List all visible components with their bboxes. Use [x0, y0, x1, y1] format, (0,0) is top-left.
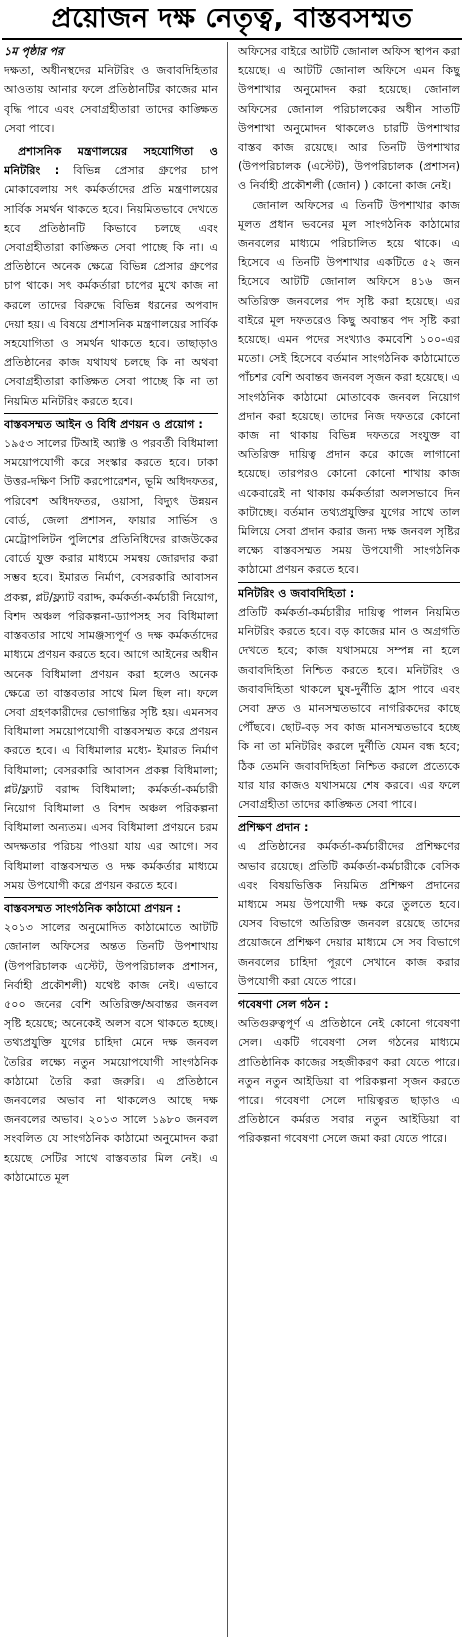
section-monitoring	[238, 582, 460, 814]
article-column-left	[4, 42, 218, 1639]
headline-rule	[2, 38, 462, 40]
headline: প্রয়োজন দক্ষ নেতৃত্ব, বাস্তবসম্মত	[51, 3, 413, 34]
paragraph-zonal-offices: অফিসের বাইরে আটটি জোনাল অফিস স্থাপন করা হয়েছে। এ আটটি জোনাল অফিসে এমন কিছু উপশাখার অনুমোদন করা হয়েছে। জোনাল অফিসের জোনাল পরিচালকের অধীন সাতটি উপশাখা অনুমোদন থাকলেও চারটি উপশাখার বাস্তব কাজ রয়েছে। আর তিনটি উপশাখার (উপপরিচালক (এস্টেট), উপপরিচালক (প্রশাসন) ও নির্বাহী প্রকৌশলী (জোন) ) কোনো কাজ নেই।	[238, 45, 460, 193]
paragraph-intro: দক্ষতা, অধীনস্থদের মনিটরিং ও জবাবদিহিতার আওতায় আনার ফলে প্রতিষ্ঠানটির কাজের মান বৃদ্ধি পাবে এবং সেবাগ্রহীতারা তাদের কাঙ্ক্ষিত সেবা পাবে।	[4, 64, 218, 135]
section-admin-ministry	[4, 142, 218, 411]
column-divider	[227, 42, 228, 1637]
body-admin-ministry: বিভিন্ন প্রেসার গ্রুপের চাপ মোকাবেলায় সৎ কর্মকর্তাদের প্রতি মন্ত্রণালয়ের সার্বিক সমর্থন থাকতে হবে। নিয়মিতভাবে দেখতে হবে প্রতিষ্ঠানটি কিভাবে চলছে এবং সেবাগ্রহীতারা কাঙ্ক্ষিত সেবা পাচ্ছে কি না। এ প্রতিষ্ঠানে অনেক ক্ষেত্রে বিভিন্ন প্রেসার গ্রুপের চাপ থাকে। সৎ কর্মকর্তারা চাপের মুখে কাজ না করলে তাদের বিরুদ্ধে বিভিন্ন ধরনের অপবাদ দেয়া হয়। এ বিষয়ে প্রশাসনিক মন্ত্রণালয়ের সার্বিক সহযোগিতা ও সমর্থন থাকতে হবে। তাছাড়াও প্রতিষ্ঠানের কাজ যথাযথ চলছে কি না অথবা সেবাগ্রহীতারা কাঙ্ক্ষিত সেবা পাচ্ছে কি না তা নিয়মিত মনিটরিং করতে হবে।	[4, 164, 218, 408]
section-research-cell	[238, 993, 460, 1149]
body-research-cell: অতিগুরুত্বপূর্ণ এ প্রতিষ্ঠানে নেই কোনো গবেষণা সেল। একটি গবেষণা সেল গঠনের মাধ্যমে প্রাতিষ্ঠানিক কাজের সহজীকরণ করা যেতে পারে। নতুন নতুন আইডিয়া বা পরিকল্পনা সৃজন করতে পারে। গবেষণা সেলে দায়িত্বরত ছাড়াও এ প্রতিষ্ঠানে কর্মরত সবার নতুন আইডিয়া বা পরিকল্পনা গবেষণা সেলে জমা করা যেতে পারে।	[238, 1017, 460, 1146]
section-structure	[4, 897, 218, 1187]
body-monitoring: প্রতিটি কর্মকর্তা-কর্মচারীর দায়িত্ব পালন নিয়মিত মনিটরিং করতে হবে। বড় কাজের মান ও অগ্রগতি দেখতে হবে; কাজ যথাসময়ে সম্পন্ন না হলে জবাবদিহিতা নিশ্চিত করতে হবে। মনিটরিং ও জবাবদিহিতা থাকলে ঘুষ-দুর্নীতি হ্রাস পাবে এবং সেবা দ্রুত ও মানসম্মতভাবে নাগরিকদের কাছে পৌঁছবে। ছোট-বড় সব কাজ মানসম্মতভাবে হচ্ছে কি না তা মনিটরিং করলে দুর্নীতি যেমন বন্ধ হবে; ঠিক তেমনি জবাবদিহিতা নিশ্চিত করলে প্রত্যেকে যার যার কাজও যথাসময়ে শেষ করবে। এর ফলে সেবাগ্রহীতা তাদের কাঙ্ক্ষিত সেবা পাবে।	[238, 605, 460, 811]
subheading-monitoring: মনিটরিং ও জবাবদিহিতা :	[238, 582, 460, 603]
subheading-admin-ministry: প্রশাসনিক মন্ত্রণালয়ের সহযোগিতা ও মনিটরিং :	[4, 145, 218, 178]
subheading-research-cell: গবেষণা সেল গঠন :	[238, 993, 460, 1014]
paragraph-excess-staff: জোনাল অফিসের এ তিনটি উপশাখার কাজ মূলত প্রধান ভবনের মূল সাংগঠনিক কাঠামোর জনবলের মাধ্যমে পরিচালিত হয়ে থাকে। এ হিসেবে এ তিনটি উপশাখার একটিতে ৫২ জন হিসেবে আটটি জোনাল অফিসে ৪১৬ জন অতিরিক্ত জনবলের পদ সৃষ্টি করা হয়েছে। এর বাইরে মূল দফতরেও কিছু অবান্তব পদ সৃষ্টি করা হয়েছে। এমন পদের সংখ্যাও কমবেশি ১০০-এর মতো। সেই হিসেবে বর্তমান সাংগঠনিক কাঠামোতে পাঁচশর বেশি অবান্তব জনবল সৃজন করা হয়েছে। এ সাংগঠনিক কাঠামো মোতাবেক জনবল নিয়োগ প্রদান করা হয়েছে। তাদের নিজ দফতরে কোনো কাজ না থাকায় বিভিন্ন দফতরে সংযুক্ত বা অতিরিক্ত দায়িত্ব প্রদান করে কাজে লাগানো হয়েছে। তারপরও কোনো কোনো শাখায় কাজ একেবারেই না থাকায় কর্মকর্তারা অলসভাবে দিন কাটাচ্ছে। বর্তমান তথ্যপ্রযুক্তির যুগের সাথে তাল মিলিয়ে সেবা প্রদান করার জন্য দক্ষ জনবল সৃষ্টির লক্ষ্যে বাস্তবসম্মত সময় উপযোগী সাংগঠনিক কাঠামো প্রণয়ন করতে হবে।	[238, 198, 460, 577]
section-rules	[4, 413, 218, 895]
subheading-structure: বাস্তবসম্মত সাংগঠনিক কাঠামো প্রণয়ন :	[4, 897, 218, 918]
body-rules: ১৯৫৩ সালের টিআই অ্যাক্ট ও পরবর্তী বিধিমালা সময়োপযোগী করে সংস্কার করতে হবে। ঢাকা উত্তর-দক্ষিণ সিটি করপোরেশন, ভূমি অধিদফতর, পরিবেশ অধিদফতর, ওয়াসা, বিদ্যুৎ উন্নয়ন বোর্ড, জেলা প্রশাসন, ফায়ার সার্ভিস ও মেট্রোপলিটন পুলিশের প্রতিনিধিদের রাজউকের বোর্ডে যুক্ত করার মাধ্যমে সমন্বয় জোরদার করা সম্ভব হবে। ইমারত নির্মাণ, বেসরকারি আবাসন প্রকল্প, প্লট/ফ্ল্যাট বরাদ্দ, কর্মকর্তা-কর্মচারী নিয়োগ, বিশদ অঞ্চল পরিকল্পনা-ড্যাপসহ সব বিধিমালা বাস্তবতার সাথে সামঞ্জস্যপূর্ণ ও দক্ষ কর্মকর্তাদের মাধ্যমে প্রণয়ন করতে হবে। আগে আইনের অধীন অনেক বিধিমালা প্রণয়ন করা হলেও অনেক ক্ষেত্রে তা বাস্তবতার সাথে মিল ছিল না। ফলে সেবা গ্রহণকারীদের ভোগান্তির সৃষ্টি হয়। এমনসব বিধিমালা সময়োপযোগী বাস্তবসম্মত করে প্রণয়ন করতে হবে। এ বিধিমালার মধ্যে- ইমারত নির্মাণ বিধিমালা; বেসরকারি আবাসন প্রকল্প বিধিমালা; প্লট/ফ্ল্যাট বরাদ্দ বিধিমালা; কর্মকর্তা-কর্মচারী নিয়োগ বিধিমালা ও বিশদ অঞ্চল পরিকল্পনা বিধিমালা অন্যতম। এসব বিধিমালা প্রণয়নে চরম অদক্ষতার পরিচয় পাওয়া যায় এর আগে। সব বিধিমালা বাস্তবসম্মত ও দক্ষ কর্মকর্তার মাধ্যমে সময় উপযোগী করে প্রণয়ন করতে হবে।	[4, 437, 218, 892]
body-structure: ২০১৩ সালের অনুমোদিত কাঠামোতে আটটি জোনাল অফিসের অন্তত তিনটি উপশাখায় (উপপরিচালক এস্টেট, উপপরিচালক প্রশাসন, নির্বাহী প্রকৌশলী) যথেষ্ট কাজ নেই। এভাবে ৫০০ জনের বেশি অতিরিক্ত/অবান্তর জনবল সৃষ্টি হয়েছে; অনেকেই অলস বসে থাকতে হচ্ছে। তথ্যপ্রযুক্তি যুগের চাহিদা মেনে দক্ষ জনবল তৈরির লক্ষ্যে নতুন সময়োপযোগী সাংগঠনিক কাঠামো তৈরি করা জরুরি। এ প্রতিষ্ঠানে জনবলের অভাব না থাকলেও আছে দক্ষ জনবলের অভাব। ২০১৩ সালে ১৯৮০ জনবল সংবলিত যে সাংগঠনিক কাঠামো অনুমোদন করা হয়েছে সেটির সাথে বাস্তবতার মিল নেই। এ কাঠামোতে মূল	[4, 921, 218, 1184]
subheading-rules: বাস্তবসম্মত আইন ও বিধি প্রণয়ন ও প্রয়োগ :	[4, 413, 218, 434]
continuation-label: ১ম পৃষ্ঠার পর	[4, 45, 64, 58]
subheading-training: প্রশিক্ষণ প্রদান :	[238, 816, 460, 837]
article-column-right	[238, 42, 460, 1639]
section-training	[238, 816, 460, 991]
body-training: এ প্রতিষ্ঠানের কর্মকর্তা-কর্মচারীদের প্রশিক্ষণের অভাব রয়েছে। প্রতিটি কর্মকর্তা-কর্মচারীকে বেসিক এবং বিষয়ভিত্তিক নিয়মিত প্রশিক্ষণ প্রদানের মাধ্যমে সময় উপযোগী দক্ষ করে তুলতে হবে। যেসব বিভাগে অতিরিক্ত জনবল রয়েছে তাদের প্রয়োজনে প্রশিক্ষণ দেয়ার মাধ্যমে সে সব বিভাগে জনবলের চাহিদা পূরণে সেখানে কাজ করার উপযোগী করা যেতে পারে।	[238, 840, 460, 988]
